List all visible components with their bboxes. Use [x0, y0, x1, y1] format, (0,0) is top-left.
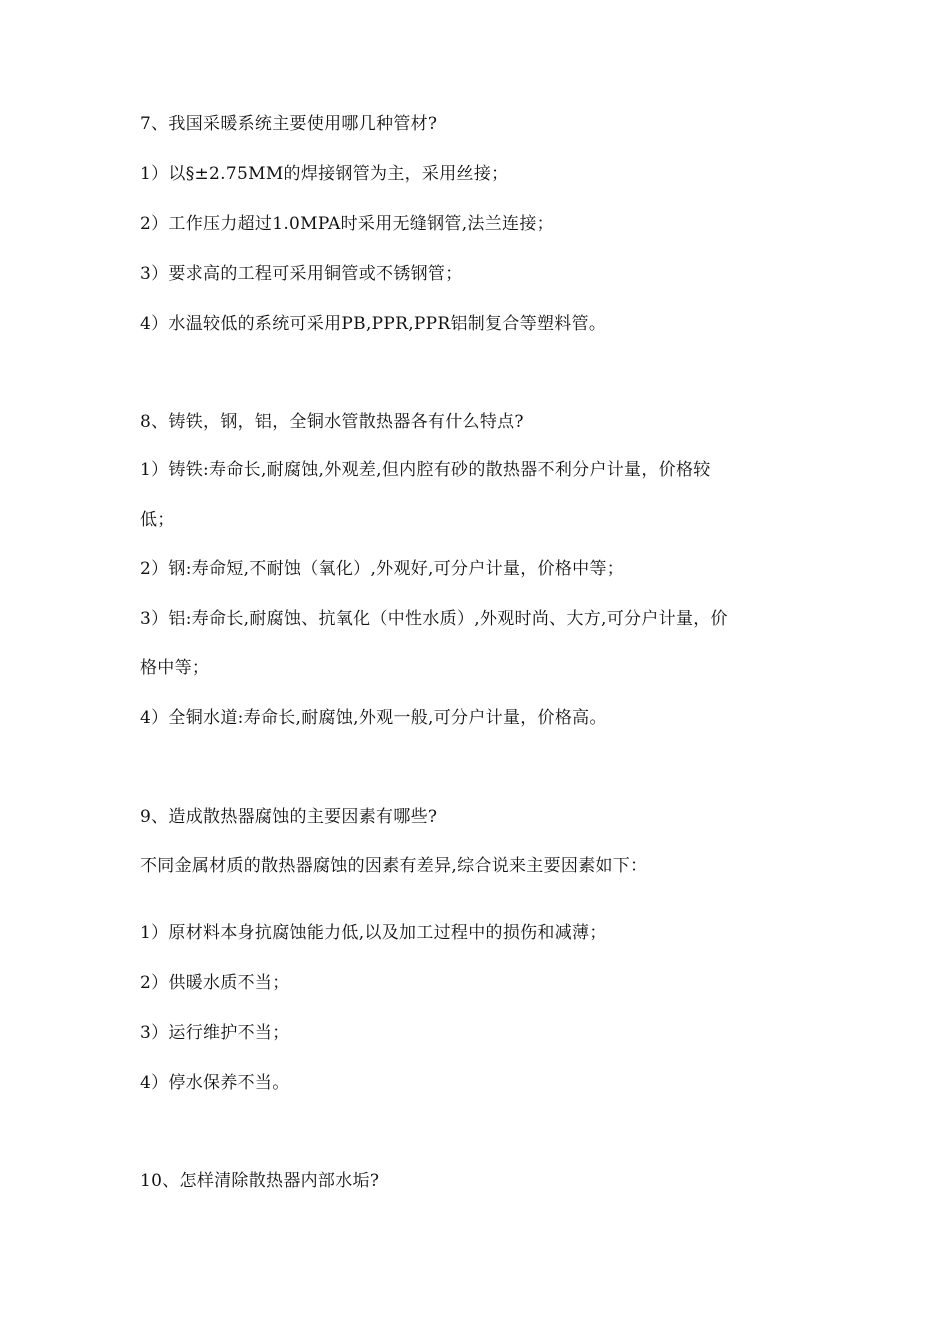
question-8-item-1: 1）铸铁:寿命长,耐腐蚀,外观差,但内腔有砂的散热器不利分户计量，价格较 [140, 460, 711, 480]
question-8-item-3-continued: 格中等； [140, 658, 210, 678]
question-7-item-2: 2）工作压力超过1.0MPA时采用无缝钢管,法兰连接； [140, 214, 554, 234]
question-7-item-3: 3）要求高的工程可采用铜管或不锈钢管； [140, 264, 463, 284]
question-8-item-3: 3）铝:寿命长,耐腐蚀、抗氧化（中性水质）,外观时尚、大方,可分户计量，价 [140, 609, 728, 629]
question-7-item-4: 4）水温较低的系统可采用PB,PPR,PPR铝制复合等塑料管。 [140, 314, 607, 334]
question-9-item-4: 4）停水保养不当。 [140, 1073, 290, 1093]
question-8-item-4: 4）全铜水道:寿命长,耐腐蚀,外观一般,可分户计量，价格高。 [140, 708, 607, 728]
question-8-item-1-continued: 低； [140, 510, 175, 530]
question-10-title: 10、怎样清除散热器内部水垢? [140, 1171, 380, 1191]
question-9-intro: 不同金属材质的散热器腐蚀的因素有差异,综合说来主要因素如下： [140, 856, 648, 876]
question-7-item-1: 1）以§±2.75MM的焊接钢管为主，采用丝接； [140, 164, 509, 184]
question-8-item-2: 2）钢:寿命短,不耐蚀（氧化）,外观好,可分户计量，价格中等； [140, 559, 625, 579]
question-9-item-1: 1）原材料本身抗腐蚀能力低,以及加工过程中的损伤和减薄； [140, 923, 607, 943]
question-9-item-2: 2）供暖水质不当； [140, 973, 290, 993]
question-7-title: 7、我国采暖系统主要使用哪几种管材? [140, 114, 438, 134]
question-8-title: 8、铸铁，钢，铝，全铜水管散热器各有什么特点? [140, 412, 524, 432]
question-9-title: 9、造成散热器腐蚀的主要因素有哪些? [140, 807, 438, 827]
question-9-item-3: 3）运行维护不当； [140, 1023, 290, 1043]
